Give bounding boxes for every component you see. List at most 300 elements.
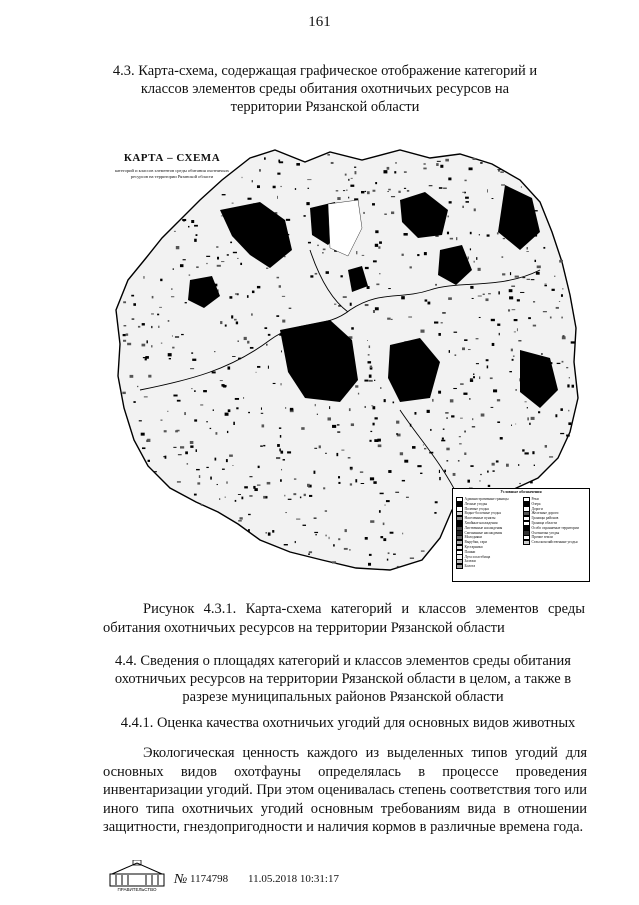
map-speck bbox=[130, 375, 134, 378]
map-speck bbox=[537, 265, 541, 268]
map-speck bbox=[367, 361, 371, 363]
map-speck bbox=[228, 409, 231, 412]
legend-item bbox=[456, 564, 509, 569]
map-speck bbox=[217, 484, 218, 485]
map-speck bbox=[432, 399, 433, 402]
map-speck bbox=[199, 475, 200, 478]
map-speck bbox=[329, 537, 330, 539]
map-speck bbox=[227, 254, 229, 255]
map-speck bbox=[533, 325, 536, 327]
map-speck bbox=[191, 352, 193, 353]
legend-column-right bbox=[523, 497, 579, 545]
map-speck bbox=[486, 359, 489, 361]
map-speck bbox=[378, 246, 380, 248]
map-speck bbox=[449, 201, 452, 203]
map-speck bbox=[157, 314, 159, 316]
map-speck bbox=[515, 389, 517, 391]
map-speck bbox=[362, 255, 364, 256]
map-speck bbox=[239, 517, 242, 519]
map-speck bbox=[402, 480, 405, 481]
map-speck bbox=[230, 242, 232, 244]
map-speck bbox=[171, 288, 172, 290]
map-speck bbox=[173, 395, 177, 397]
map-speck bbox=[375, 307, 379, 310]
map-speck bbox=[427, 410, 430, 413]
map-speck bbox=[463, 393, 467, 395]
map-speck bbox=[142, 447, 145, 449]
map-speck bbox=[514, 319, 518, 321]
map-speck bbox=[448, 216, 449, 218]
map-speck bbox=[436, 163, 438, 166]
map-speck bbox=[147, 439, 150, 442]
map-speck bbox=[509, 289, 513, 292]
map-speck bbox=[217, 265, 221, 267]
map-speck bbox=[308, 242, 311, 244]
map-speck bbox=[510, 272, 511, 275]
map-speck bbox=[174, 231, 176, 232]
map-speck bbox=[554, 276, 555, 277]
map-speck bbox=[562, 288, 563, 289]
map-speck bbox=[487, 365, 488, 368]
map-speck bbox=[241, 497, 243, 500]
map-speck bbox=[168, 320, 170, 322]
map-speck bbox=[194, 494, 197, 496]
map-speck bbox=[192, 359, 196, 361]
map-speck bbox=[323, 249, 326, 251]
map-speck bbox=[215, 432, 217, 435]
map-title: КАРТА – СХЕМА bbox=[123, 152, 221, 164]
map-speck bbox=[527, 407, 528, 408]
map-speck bbox=[194, 419, 197, 421]
map-speck bbox=[273, 186, 276, 189]
map-speck bbox=[315, 273, 318, 275]
map-speck bbox=[249, 495, 252, 496]
map-speck bbox=[527, 247, 528, 249]
map-speck bbox=[470, 286, 473, 289]
map-speck bbox=[550, 317, 552, 319]
map-speck bbox=[242, 177, 243, 178]
map-speck bbox=[185, 451, 188, 454]
map-speck bbox=[231, 315, 233, 318]
map-speck bbox=[221, 261, 224, 262]
map-speck bbox=[509, 371, 512, 372]
map-speck bbox=[148, 460, 150, 462]
map-speck bbox=[492, 463, 495, 466]
map-speck bbox=[164, 430, 167, 432]
map-speck bbox=[375, 182, 377, 184]
map-speck bbox=[526, 251, 528, 252]
map-speck bbox=[479, 234, 480, 235]
legend-label: Прочие земли bbox=[531, 535, 553, 540]
map-speck bbox=[500, 171, 503, 173]
map-speck bbox=[349, 408, 351, 411]
legend-label: Границы районов bbox=[531, 516, 559, 521]
map-speck bbox=[373, 260, 377, 262]
map-speck bbox=[367, 340, 368, 341]
legend-label: Водно-болотные угодья bbox=[464, 511, 501, 516]
map-speck bbox=[168, 353, 172, 356]
map-speck bbox=[544, 284, 546, 285]
map-speck bbox=[160, 420, 162, 421]
map-speck bbox=[361, 191, 364, 193]
map-speck bbox=[373, 310, 375, 313]
map-speck bbox=[455, 354, 457, 356]
map-speck bbox=[257, 185, 260, 188]
map-speck bbox=[257, 286, 260, 288]
map-speck bbox=[167, 411, 168, 412]
map-speck bbox=[417, 254, 419, 256]
map-speck bbox=[345, 529, 347, 532]
map-speck bbox=[370, 431, 372, 432]
legend-label: Сельскохозяйственные угодья bbox=[531, 540, 578, 545]
map-speck bbox=[365, 406, 366, 408]
map-speck bbox=[383, 523, 385, 526]
map-speck bbox=[514, 332, 516, 333]
page-number: 161 bbox=[308, 14, 331, 30]
map-speck bbox=[379, 510, 381, 513]
legend-label: Дороги bbox=[531, 506, 543, 511]
map-speck bbox=[383, 170, 387, 173]
map-speck bbox=[268, 532, 271, 535]
map-speck bbox=[123, 301, 126, 303]
map-speck bbox=[496, 460, 499, 462]
map-speck bbox=[396, 421, 399, 424]
map-speck bbox=[233, 422, 235, 425]
map-speck bbox=[351, 327, 354, 329]
map-speck bbox=[273, 383, 276, 384]
map-speck bbox=[566, 367, 568, 368]
map-speck bbox=[126, 333, 129, 335]
map-speck bbox=[173, 447, 176, 448]
map-speck bbox=[499, 333, 500, 335]
map-speck bbox=[566, 435, 570, 437]
map-speck bbox=[248, 412, 250, 413]
map-speck bbox=[501, 256, 503, 258]
map-speck bbox=[404, 188, 406, 189]
map-speck bbox=[388, 552, 390, 554]
map-speck bbox=[438, 333, 440, 336]
map-speck bbox=[206, 467, 208, 468]
map-speck bbox=[479, 480, 480, 482]
map-speck bbox=[191, 220, 194, 223]
map-speck bbox=[454, 332, 458, 333]
map-speck bbox=[369, 554, 372, 556]
map-speck bbox=[288, 499, 292, 500]
map-speck bbox=[282, 320, 285, 323]
map-speck bbox=[257, 366, 260, 368]
map-speck bbox=[264, 157, 266, 159]
map-speck bbox=[212, 371, 216, 373]
map-speck bbox=[244, 486, 248, 488]
map-speck bbox=[148, 375, 151, 378]
map-speck bbox=[276, 457, 280, 459]
map-speck bbox=[468, 349, 471, 350]
map-speck bbox=[350, 303, 352, 306]
legend-swatch bbox=[456, 564, 463, 569]
map-speck bbox=[364, 380, 368, 382]
map-speck bbox=[398, 191, 400, 193]
map-speck bbox=[383, 538, 386, 541]
map-speck bbox=[368, 563, 371, 566]
map-speck bbox=[365, 191, 366, 192]
map-speck bbox=[145, 358, 147, 360]
map-speck bbox=[524, 452, 528, 454]
map-speck bbox=[329, 406, 330, 409]
map-speck bbox=[343, 190, 345, 191]
map-speck bbox=[459, 443, 462, 444]
map-speck bbox=[491, 407, 494, 408]
legend-item bbox=[523, 540, 579, 545]
map-speck bbox=[308, 188, 310, 189]
map-figure bbox=[100, 140, 600, 585]
map-speck bbox=[285, 407, 286, 409]
map-speck bbox=[277, 444, 280, 447]
map-speck bbox=[165, 456, 167, 459]
map-speck bbox=[346, 190, 348, 191]
map-speck bbox=[290, 408, 293, 411]
map-speck bbox=[464, 452, 466, 455]
map-speck bbox=[176, 246, 179, 249]
map-speck bbox=[225, 413, 229, 416]
map-speck bbox=[226, 459, 228, 462]
map-speck bbox=[470, 232, 472, 234]
map-speck bbox=[384, 399, 386, 402]
footer bbox=[108, 860, 548, 894]
map-speck bbox=[473, 158, 476, 160]
map-speck bbox=[190, 441, 194, 444]
map-speck bbox=[236, 321, 238, 324]
map-speck bbox=[480, 474, 481, 475]
map-speck bbox=[531, 417, 535, 420]
map-speck bbox=[355, 171, 357, 174]
map-speck bbox=[196, 234, 198, 236]
map-speck bbox=[425, 299, 428, 301]
map-speck bbox=[450, 399, 454, 402]
map-speck bbox=[222, 469, 225, 470]
map-speck bbox=[390, 532, 394, 534]
map-speck bbox=[139, 420, 142, 421]
map-speck bbox=[423, 168, 426, 170]
map-speck bbox=[257, 484, 261, 485]
map-speck bbox=[555, 414, 557, 417]
map-speck bbox=[277, 173, 280, 175]
map-legend bbox=[452, 488, 590, 582]
map-speck bbox=[200, 404, 203, 405]
map-speck bbox=[378, 444, 382, 447]
body-paragraph: Экологическая ценность каждого из выделенных типов угодий для основных видов охотфауны определялась в процессе проведения инвентаризации угодий. При этом оценивалась степень соответствия того или иного типа охотничьих угодий основным требованиям вида в отношении защитности, гнездопригодности и наличия кормов в различные времена года. bbox=[103, 745, 587, 836]
map-speck bbox=[429, 185, 433, 186]
section-heading: 4.3. Карта-схема, содержащая графическое отображение категорий и классов элементов среды обитания охотничьих ресурсов на территории Рязанской области bbox=[112, 63, 538, 115]
map-speck bbox=[303, 215, 305, 217]
map-speck bbox=[545, 445, 547, 448]
map-speck bbox=[561, 317, 562, 319]
map-speck bbox=[210, 428, 212, 429]
map-speck bbox=[361, 483, 364, 484]
map-speck bbox=[247, 295, 249, 298]
map-speck bbox=[466, 201, 469, 203]
map-speck bbox=[401, 296, 405, 299]
map-speck bbox=[326, 271, 329, 274]
map-speck bbox=[557, 363, 561, 364]
map-speck bbox=[173, 268, 174, 269]
map-speck bbox=[236, 407, 238, 409]
map-speck bbox=[472, 298, 474, 299]
map-speck bbox=[376, 284, 379, 286]
map-speck bbox=[388, 470, 391, 473]
map-speck bbox=[171, 296, 174, 297]
map-speck bbox=[443, 429, 445, 430]
map-speck bbox=[375, 230, 378, 233]
map-speck bbox=[284, 544, 288, 545]
map-speck bbox=[332, 425, 336, 428]
map-speck bbox=[442, 312, 446, 313]
map-speck bbox=[177, 481, 181, 482]
map-speck bbox=[442, 438, 444, 440]
map-speck bbox=[146, 340, 147, 343]
map-speck bbox=[445, 412, 448, 413]
map-speck bbox=[538, 411, 540, 413]
map-speck bbox=[338, 482, 340, 484]
map-speck bbox=[476, 363, 479, 364]
map-speck bbox=[404, 171, 407, 173]
map-speck bbox=[194, 225, 198, 227]
subsection-heading: 4.4. Сведения о площадях категорий и классов элементов среды обитания охотничьих ресурсов на территории Рязанской области в целом, а также в разрезе муниципальных районов Рязанской области bbox=[114, 653, 572, 705]
map-speck bbox=[258, 466, 260, 468]
figure-caption: Рисунок 4.3.1. Карта-схема категорий и классов элементов среды обитания охотничьих ресурсов на территории Рязанской области bbox=[103, 601, 585, 636]
map-speck bbox=[277, 277, 280, 279]
map-speck bbox=[375, 244, 378, 247]
map-speck bbox=[216, 247, 218, 248]
map-speck bbox=[317, 414, 318, 415]
map-speck bbox=[345, 174, 347, 176]
map-speck bbox=[437, 161, 441, 162]
map-speck bbox=[308, 554, 310, 555]
map-speck bbox=[397, 566, 400, 567]
map-speck bbox=[259, 169, 260, 172]
map-speck bbox=[145, 356, 149, 359]
map-speck bbox=[251, 313, 253, 315]
map-speck bbox=[141, 433, 145, 436]
map-speck bbox=[266, 344, 267, 346]
map-speck bbox=[159, 307, 162, 308]
map-speck bbox=[190, 445, 193, 447]
map-speck bbox=[185, 302, 187, 303]
map-speck bbox=[137, 386, 138, 387]
map-speck bbox=[441, 440, 445, 442]
map-speck bbox=[434, 512, 436, 514]
map-speck bbox=[388, 191, 389, 192]
map-speck bbox=[453, 388, 457, 389]
map-speck bbox=[217, 257, 219, 260]
map-speck bbox=[337, 431, 340, 432]
map-speck bbox=[355, 385, 358, 387]
map-speck bbox=[244, 337, 247, 340]
legend-label: Особо охраняемые территории bbox=[531, 525, 579, 530]
map-speck bbox=[268, 334, 271, 336]
map-speck bbox=[220, 380, 223, 381]
map-speck bbox=[462, 192, 465, 193]
map-speck bbox=[131, 295, 134, 297]
map-speck bbox=[327, 417, 331, 420]
map-speck bbox=[448, 297, 452, 300]
map-speck bbox=[261, 413, 263, 414]
map-speck bbox=[144, 396, 148, 397]
map-speck bbox=[449, 350, 450, 353]
map-speck bbox=[513, 356, 515, 357]
map-speck bbox=[493, 470, 495, 471]
map-speck bbox=[363, 212, 365, 214]
map-speck bbox=[285, 512, 286, 513]
map-speck bbox=[175, 430, 178, 432]
map-speck bbox=[247, 198, 251, 200]
map-speck bbox=[160, 279, 162, 281]
map-speck bbox=[370, 477, 374, 480]
map-speck bbox=[360, 471, 363, 472]
map-speck bbox=[446, 448, 449, 451]
map-speck bbox=[474, 208, 476, 211]
map-speck bbox=[406, 497, 409, 498]
map-speck bbox=[158, 326, 159, 328]
map-speck bbox=[238, 520, 242, 521]
map-speck bbox=[214, 351, 215, 352]
map-speck bbox=[191, 388, 192, 389]
map-speck bbox=[235, 398, 239, 400]
map-speck bbox=[476, 257, 477, 260]
map-speck bbox=[235, 500, 237, 502]
map-speck bbox=[447, 232, 449, 235]
map-speck bbox=[172, 336, 173, 337]
map-speck bbox=[322, 252, 324, 253]
map-speck bbox=[480, 162, 482, 164]
map-speck bbox=[260, 445, 263, 446]
map-speck bbox=[473, 373, 474, 375]
map-speck bbox=[237, 341, 239, 342]
svg-text:ПРАВИТЕЛЬСТВО: ПРАВИТЕЛЬСТВО bbox=[117, 887, 157, 892]
map-speck bbox=[301, 427, 304, 430]
map-speck bbox=[127, 343, 131, 345]
map-speck bbox=[491, 319, 495, 321]
map-speck bbox=[372, 406, 375, 409]
map-speck bbox=[515, 276, 519, 278]
map-speck bbox=[227, 431, 228, 433]
map-speck bbox=[175, 336, 179, 337]
legend-label: Охотничьи угодья bbox=[531, 530, 560, 535]
map-speck bbox=[124, 325, 127, 326]
map-speck bbox=[138, 326, 140, 328]
map-speck bbox=[169, 358, 171, 359]
map-speck bbox=[434, 321, 438, 323]
map-speck bbox=[223, 385, 227, 387]
map-speck bbox=[479, 376, 480, 379]
map-speck bbox=[277, 196, 278, 199]
map-speck bbox=[337, 197, 340, 200]
map-speck bbox=[393, 402, 395, 404]
map-speck bbox=[280, 479, 282, 481]
map-speck bbox=[483, 294, 485, 295]
map-speck bbox=[474, 261, 475, 263]
map-speck bbox=[289, 308, 292, 309]
map-speck bbox=[465, 197, 469, 199]
map-speck bbox=[518, 464, 519, 466]
map-speck bbox=[265, 532, 266, 534]
map-speck bbox=[473, 376, 475, 378]
map-speck bbox=[340, 275, 342, 277]
map-speck bbox=[206, 256, 210, 257]
map-speck bbox=[571, 341, 575, 343]
map-speck bbox=[532, 451, 534, 454]
map-speck bbox=[453, 473, 456, 476]
map-speck bbox=[194, 390, 196, 392]
